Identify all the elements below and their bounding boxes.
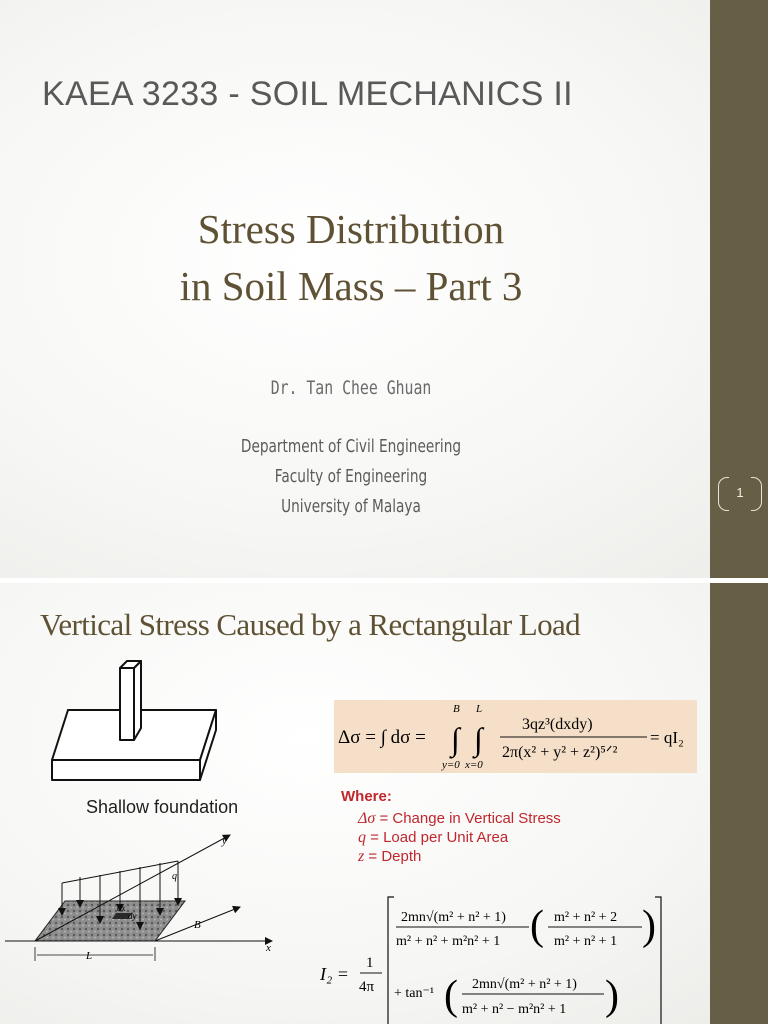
symbol-q: q [358, 829, 366, 846]
term3-denominator: m² + n² − m²n² + 1 [462, 1002, 567, 1017]
axis-label-y: y [222, 835, 227, 847]
content-slide [0, 583, 768, 1024]
page-number: 1 [736, 485, 744, 500]
term3-numerator: 2mn√(m² + n² + 1) [472, 977, 577, 992]
affiliation-faculty: Faculty of Engineering [274, 466, 428, 487]
shallow-foundation-figure [40, 658, 240, 798]
slide-title: Vertical Stress Caused by a Rectangular Load [40, 607, 581, 642]
label-q: q [172, 871, 177, 882]
affiliation-university: University of Malaya [281, 496, 421, 517]
term1-numerator: 2mn√(m² + n² + 1) [401, 910, 506, 925]
page-number-badge [718, 477, 762, 511]
i2-fraction-den: 4π [359, 979, 375, 995]
integral-upper-B: B [453, 703, 460, 715]
integral-lower-x: x=0 [465, 759, 483, 771]
author-name: Dr. Tan Chee Ghuan [270, 377, 432, 399]
rectangular-load-diagram [0, 831, 290, 1024]
affiliation-department: Department of Civil Engineering [240, 436, 462, 457]
i2-formula [316, 893, 666, 1024]
tan-inverse: + tan⁻¹ [394, 986, 435, 1001]
where-heading: Where: [341, 788, 392, 805]
integral-sign-1: ∫ [451, 721, 460, 757]
term2-denominator: m² + n² + 1 [554, 934, 618, 949]
symbol-delta-sigma: Δσ [358, 810, 376, 827]
slide-title-line1: Stress Distribution [197, 206, 505, 252]
equation-denominator: 2π(x² + y² + z²)⁵ᐟ² [502, 744, 618, 761]
paren-close-2: ) [605, 973, 619, 1019]
term1-denominator: m² + n² + m²n² + 1 [396, 934, 501, 949]
integral-upper-L: L [476, 703, 483, 715]
equation-rhs: = qI₂ [650, 728, 684, 747]
label-dx: dx [117, 903, 126, 913]
equation-box [334, 700, 697, 773]
where-item-delta-sigma: Δσ = Change in Vertical Stress [358, 810, 561, 827]
paren-open-1: ( [530, 903, 544, 949]
label-dy: dy [128, 911, 137, 921]
integral-sign-2: ∫ [474, 721, 483, 757]
equation-numerator: 3qz³(dxdy) [522, 716, 593, 733]
paren-close-1: ) [642, 903, 656, 949]
loaded-area [35, 901, 185, 941]
i2-fraction-num: 1 [366, 955, 374, 971]
integral-lower-y: y=0 [442, 759, 460, 771]
label-L: L [86, 950, 93, 962]
symbol-z: z [358, 848, 365, 865]
term2-numerator: m² + n² + 2 [554, 910, 618, 925]
slide-title-line2: in Soil Mass – Part 3 [179, 263, 523, 309]
where-item-z: z = Depth [358, 848, 422, 865]
where-item-q: q = Load per Unit Area [358, 829, 509, 846]
figure-label-shallow-foundation: Shallow foundation [86, 797, 239, 817]
sidebar-bar-2 [710, 583, 768, 1024]
course-title: KAEA 3233 - SOIL MECHANICS II [42, 75, 573, 113]
label-B: B [194, 919, 201, 931]
equation-lhs: Δσ = ∫ dσ = [338, 727, 426, 748]
axis-label-x: x [266, 942, 271, 954]
i2-lhs: I₂ = [320, 964, 349, 984]
paren-open-2: ( [444, 973, 458, 1019]
